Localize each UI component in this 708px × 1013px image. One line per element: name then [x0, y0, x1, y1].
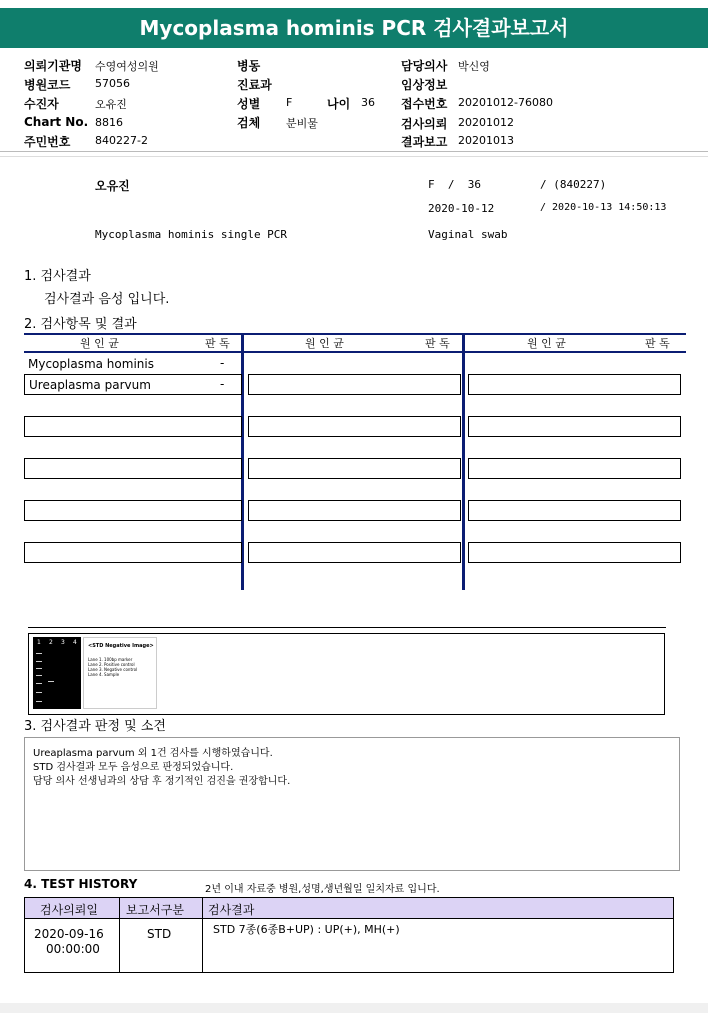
header-label: 주민번호 [24, 135, 71, 149]
result-value: - [220, 377, 225, 391]
grid-header-rule [24, 351, 686, 353]
empty-cell [248, 542, 461, 563]
section3-heading: 3. 검사결과 판정 및 소견 [24, 719, 166, 734]
gel-band [36, 653, 42, 654]
report-title: Mycoplasma hominis PCR 검사결과보고서 [0, 8, 708, 48]
header-label: 검사의뢰 [401, 117, 448, 131]
gel-lane-number: 4 [73, 639, 77, 646]
col-organism-header: 원 인 균 [527, 337, 566, 350]
dept-label: 진료과 [237, 78, 272, 92]
result-value: - [220, 356, 225, 370]
gel-legend [83, 637, 157, 709]
age-value: 36 [361, 96, 375, 109]
empty-cell [248, 500, 461, 521]
header-label: 결과보고 [401, 135, 448, 149]
header-label: 임상정보 [401, 78, 448, 92]
gel-lane-number: 2 [49, 639, 53, 646]
empty-cell [468, 500, 681, 521]
header-value: 57056 [95, 77, 130, 90]
result-organism-name: Ureaplasma parvum [29, 378, 151, 392]
header-label: 담당의사 [401, 59, 448, 73]
gel-legend-item: Lane 4. Sample [88, 672, 120, 677]
gel-title: <STD Negative Image> [88, 643, 154, 649]
sex-value: F [286, 96, 293, 109]
summary-report-datetime: / 2020-10-13 14:50:13 [540, 202, 667, 213]
empty-cell [248, 416, 461, 437]
summary-sex-age: F / 36 [428, 178, 481, 191]
result-cell [468, 374, 681, 395]
header-label: 병원코드 [24, 78, 71, 92]
gel-band [36, 668, 42, 669]
section1-heading: 1. 검사결과 [24, 269, 91, 284]
col-header-date: 검사의뢰일 [40, 903, 98, 917]
summary-name: 오유진 [95, 179, 130, 193]
col-result-header: 판 독 [205, 337, 230, 350]
header-value: 8816 [95, 116, 123, 129]
header-label: 수진자 [24, 97, 59, 111]
col-divider [202, 898, 203, 972]
col-result-header: 판 독 [425, 337, 450, 350]
header-value: 20201013 [458, 134, 514, 147]
history-table [24, 897, 674, 973]
col-organism-header: 원 인 균 [305, 337, 344, 350]
col-header-result: 검사결과 [208, 903, 255, 917]
sex-label: 성별 [237, 97, 261, 111]
header-separator [0, 156, 708, 157]
empty-cell [24, 416, 242, 437]
gel-band [36, 683, 42, 684]
empty-cell [24, 500, 242, 521]
opinion-line: 담당 의사 선생님과의 상담 후 정기적인 검진을 권장합니다. [33, 776, 291, 787]
gel-lane-number: 3 [61, 639, 65, 646]
history-time: 00:00:00 [46, 942, 100, 956]
gel-legend-item: Lane 2. Positive control [88, 662, 135, 667]
section1-result-text: 검사결과 음성 입니다. [44, 292, 170, 307]
specimen-label: 검체 [237, 116, 261, 130]
summary-specimen: Vaginal swab [428, 228, 508, 241]
gel-band [48, 681, 54, 682]
history-date: 2020-09-16 [34, 927, 104, 941]
header-label: Chart No. [24, 115, 89, 129]
opinion-line: Ureaplasma parvum 외 1건 검사를 시행하였습니다. [33, 748, 273, 759]
gel-band [36, 701, 42, 702]
header-label: 의뢰기관명 [24, 59, 82, 73]
col-header-type: 보고서구분 [126, 903, 184, 917]
empty-cell [468, 542, 681, 563]
section2-heading: 2. 검사항목 및 결과 [24, 317, 137, 332]
gel-legend-item: Lane 3. Negative control [88, 667, 138, 672]
history-result: STD 7종(6종B+UP) : UP(+), MH(+) [213, 923, 400, 936]
header-value: 박신영 [458, 60, 490, 73]
gel-band [36, 692, 42, 693]
age-label: 나이 [327, 97, 351, 111]
header-label: 접수번호 [401, 97, 448, 111]
col-divider [119, 898, 120, 972]
summary-test-name: Mycoplasma hominis single PCR [95, 228, 288, 241]
header-value: 오유진 [95, 98, 127, 111]
result-organism-name: Mycoplasma hominis [28, 357, 154, 371]
summary-request-date: 2020-10-12 [428, 202, 495, 215]
gel-legend-item: Lane 1. 100bp marker [88, 657, 133, 662]
gel-top-rule [28, 627, 666, 628]
empty-cell [248, 458, 461, 479]
opinion-box [24, 737, 680, 871]
grid-top-rule [24, 333, 686, 335]
header-value: 수영여성의원 [95, 60, 159, 73]
ward-label: 병동 [237, 59, 261, 73]
opinion-line: STD 검사결과 모두 음성으로 판정되었습니다. [33, 762, 234, 773]
header-value: 840227-2 [95, 134, 148, 147]
gel-band [36, 675, 42, 676]
empty-cell [468, 458, 681, 479]
gel-band [36, 661, 42, 662]
history-type: STD [147, 927, 172, 941]
header-value: 20201012-76080 [458, 96, 553, 109]
grid-divider [462, 333, 465, 590]
empty-cell [468, 416, 681, 437]
gel-lane-number: 1 [37, 639, 41, 646]
section4-heading: 4. TEST HISTORY [24, 877, 138, 891]
header-value: 20201012 [458, 116, 514, 129]
header-separator [0, 151, 708, 152]
result-cell [248, 374, 461, 395]
empty-cell [24, 542, 242, 563]
history-table-header [25, 898, 673, 919]
empty-cell [24, 458, 242, 479]
col-result-header: 판 독 [645, 337, 670, 350]
col-organism-header: 원 인 균 [80, 337, 119, 350]
gel-image [33, 637, 81, 709]
specimen-value: 분비물 [286, 117, 318, 130]
history-note: 2년 이내 자료중 병원,성명,생년월일 일치자료 입니다. [205, 884, 440, 895]
summary-birth: / (840227) [540, 178, 607, 191]
